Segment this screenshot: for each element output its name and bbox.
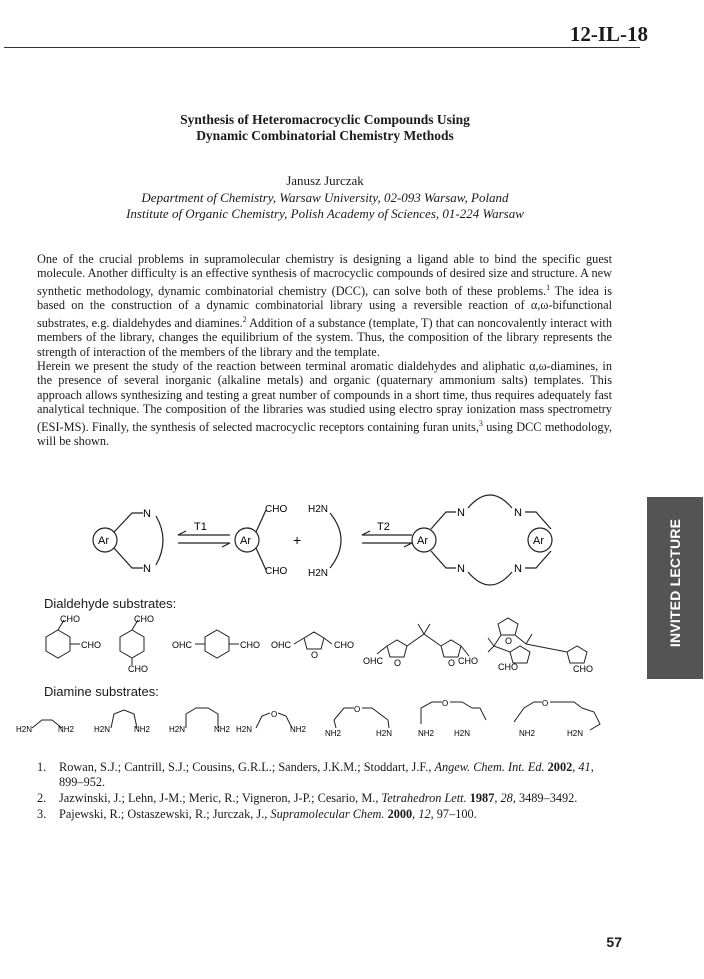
diamine-label: Diamine substrates: — [44, 684, 159, 699]
abstract-body — [37, 252, 612, 449]
reference-2: 2. Jazwinski, J.; Lehn, J-M.; Meric, R.; Vigneron, J-P.; Cesario, M., Tetrahedron Lett. 1987, 28, 3489–3492. — [37, 791, 578, 805]
paper-title — [60, 112, 590, 144]
template-t2: T2 — [377, 521, 390, 533]
scheme-ar-1: Ar — [98, 535, 109, 547]
nh2-2: NH2 — [134, 725, 151, 734]
reference-1: 1. Rowan, S.J.; Cantrill, S.J.; Cousins, G.R.L.; Sanders, J.K.M.; Stoddart, J.F., Angew. Chem. Int. Ed. 2002, 41, 899–952. — [37, 760, 594, 789]
scheme-n-macro-1: N — [457, 507, 465, 519]
nh2-7: NH2 — [519, 729, 536, 738]
cho-2a: CHO — [134, 614, 154, 624]
nh2-3: NH2 — [214, 725, 231, 734]
h2n-2: H2N — [94, 725, 111, 734]
ohc-5a: OHC — [363, 656, 383, 666]
o-diamine-7a: O — [542, 700, 549, 708]
title-line-1: Synthesis of Heteromacrocyclic Compounds Using — [180, 112, 470, 127]
nh2-5: NH2 — [325, 729, 342, 738]
reference-3: 3. Pajewski, R.; Ostaszewski, R.; Jurczak, J., Supramolecular Chem. 2000, 12, 97–100. — [37, 807, 477, 821]
o-5a: O — [394, 658, 402, 668]
h2n-6: H2N — [454, 729, 471, 738]
ohc-3a: OHC — [172, 640, 192, 650]
nh2-4: NH2 — [290, 725, 307, 734]
invited-lecture-tab — [647, 497, 703, 679]
affiliation-2: Institute of Organic Chemistry, Polish Academy of Sciences, 01-224 Warsaw — [126, 206, 524, 221]
scheme-n-macro-2: N — [514, 507, 522, 519]
reaction-scheme — [70, 488, 570, 590]
scheme-cho-top: CHO — [265, 504, 288, 515]
h2n-4: H2N — [236, 725, 253, 734]
scheme-cho-bottom: CHO — [265, 566, 288, 577]
title-line-2: Dynamic Combinatorial Chemistry Methods — [196, 128, 454, 143]
h2n-3: H2N — [169, 725, 186, 734]
dialdehyde-label: Dialdehyde substrates: — [44, 596, 177, 611]
affiliation-1: Department of Chemistry, Warsaw University, 02-093 Warsaw, Poland — [141, 190, 509, 205]
scheme-h2n-bottom: H2N — [308, 568, 329, 579]
h2n-5: H2N — [376, 729, 393, 738]
header-rule — [4, 47, 640, 48]
o-4: O — [311, 650, 319, 660]
scheme-h2n-top: H2N — [308, 504, 329, 515]
affiliations — [0, 190, 650, 222]
paragraph-1: One of the crucial problems in supramolecular chemistry is designing a ligand able to bind the specific guest molecule. Another difficulty is an effective synthesis of macrocyclic compounds of desired size and structure. A new synthetic methodology, dynamic combinatorial chemistry (DCC), can solve both of these problems.$^1$ The idea is based on the construction of a dynamic combinatorial library using a reversible reaction of α,ω-bifunctional substrates, e.g. dialdehydes and diamines.$^2$ Addition of a substance (template, T) that can noncovalently interact with members of the library, changes the equilibrium of the system. Thus, the composition of the library represents the strength of interaction of the members of the library and the template. — [37, 252, 612, 359]
scheme-n-top: N — [143, 508, 151, 520]
o-diamine-4: O — [271, 710, 278, 719]
o-diamine-6a: O — [442, 700, 449, 708]
cho-1a: CHO — [60, 614, 80, 624]
scheme-n-macro-4: N — [514, 563, 522, 575]
page-number: 57 — [606, 934, 622, 950]
h2n-1: H2N — [16, 725, 33, 734]
references — [37, 760, 612, 823]
h2n-7: H2N — [567, 729, 584, 738]
cho-1b: CHO — [81, 640, 101, 650]
scheme-n-macro-3: N — [457, 563, 465, 575]
cho-6a: CHO — [498, 662, 518, 672]
cho-4b: CHO — [334, 640, 354, 650]
scheme-ar-4: Ar — [533, 535, 544, 547]
scheme-ar-3: Ar — [417, 535, 428, 547]
template-t1: T1 — [194, 521, 207, 533]
scheme-n-bottom: N — [143, 563, 151, 575]
dialdehyde-structures — [32, 612, 612, 674]
cho-3b: CHO — [240, 640, 260, 650]
o-6a: O — [505, 636, 513, 646]
nh2-6: NH2 — [418, 729, 435, 738]
cho-2b: CHO — [128, 664, 148, 674]
diamine-structures — [14, 700, 614, 745]
cho-6b: CHO — [573, 664, 593, 674]
paragraph-2: Herein we present the study of the reaction between terminal aromatic dialdehydes and aliphatic α,ω-diamines, in the presence of several inorganic (alkaline metals) and organic (quaternary ammonium salts) templates. This approach allows synthesizing and testing a great number of compounds in a short time, thus requires adequately fast analytical technique. The composition of the libraries was studied using electro spray ionization mass spectrometry (ESI-MS). Finally, the synthesis of selected macrocyclic receptors containing furan units,$^3$ using DCC methodology, will be shown. — [37, 359, 612, 449]
cho-5b: CHO — [458, 656, 478, 666]
nh2-1: NH2 — [58, 725, 75, 734]
o-diamine-5a: O — [354, 705, 361, 714]
plus-sign: + — [293, 532, 302, 548]
abstract-code: 12-IL-18 — [569, 22, 648, 46]
o-5b: O — [448, 658, 456, 668]
ohc-4a: OHC — [271, 640, 291, 650]
invited-lecture-label: INVITED LECTURE — [667, 518, 683, 648]
author-name: Janusz Jurczak — [286, 173, 364, 188]
scheme-ar-2: Ar — [240, 535, 251, 547]
